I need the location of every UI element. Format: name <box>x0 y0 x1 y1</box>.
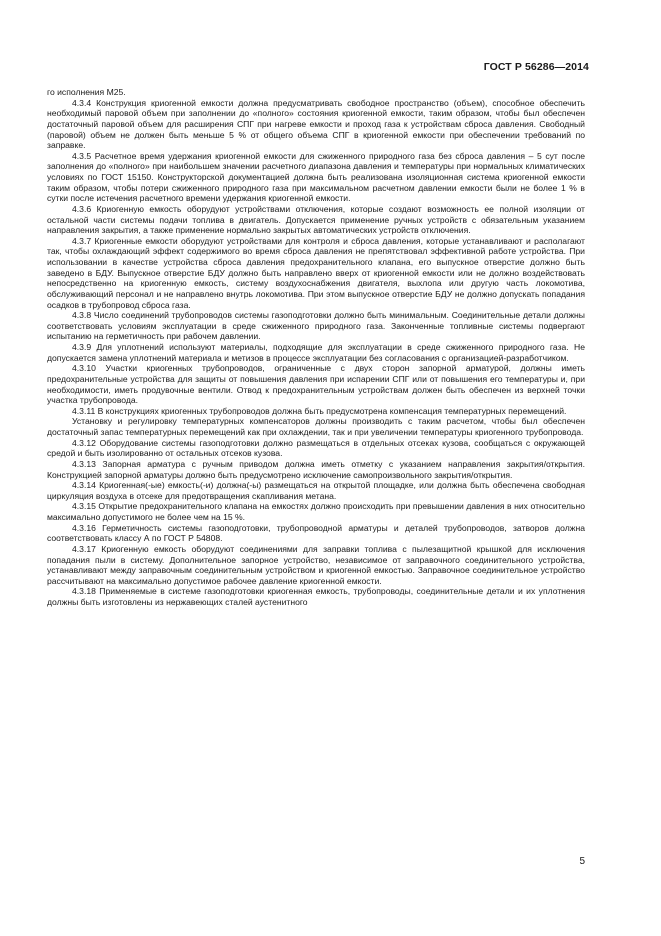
paragraph-4-3-11: 4.3.11 В конструкциях криогенных трубопроводов должна быть предусмотрена компенсация температурных перемещений. <box>72 405 567 416</box>
body-text <box>47 87 585 608</box>
paragraph-4-3-7: 4.3.7 Криогенные емкости оборудуют устройствами для контроля и сброса давления, которые устанавливают и располагают так, чтобы охлаждающий эффект содержимого во время сброса давления не препятствовал эффективной работе устройства. При использовании в качестве устройства сброса давления предохранительного клапана, его выпускное отверстие должно быть заведено в БДУ. Выпускное отверстие БДУ должно быть направлено вверх от криогенной емкости или не должно воздействовать непосредственно на криогенную емкость, систему воздухоснабжения двигателя, выхлопа или другую часть локомотива, обслуживающий персонал и не направлено внутрь локомотива. При этом выпускное отверстие БДУ не должно допускать попадания осадков в трубопровод сброса газа. <box>47 235 585 310</box>
paragraph-continuation: го исполнения М25. <box>47 87 126 97</box>
paragraph-4-3-9: 4.3.9 Для уплотнений используют материалы, подходящие для эксплуатации в среде сжиженного природного газа. Не допускается замена уплотнений материала и метизов в процессе эксплуатации без согласования с организацией-разработчиком. <box>47 342 585 363</box>
page-number: 5 <box>579 856 585 867</box>
paragraph-4-3-6: 4.3.6 Криогенную емкость оборудуют устройствами отключения, которые создают возможность ее полной изоляции от остальной части системы подачи топлива в двигатель. Допускается применение ручных устройств с обязательным указанием направления закрытия, а также применение нормально закрытых автоматических устройств отключения. <box>47 203 585 236</box>
paragraph-4-3-18: 4.3.18 Применяемые в системе газоподготовки криогенная емкость, трубопроводы, соединительные детали и их уплотнения должны быть изготовлены из нержавеющих сталей аустенитного <box>47 586 585 607</box>
paragraph-4-3-17: 4.3.17 Криогенную емкость оборудуют соединениями для заправки топлива с пылезащитной крышкой для исключения попадания пыли в систему. Дополнительное запорное устройство, независимое от заправочного соединительного устройства, устанавливают между заправочным соединительным устройством и криогенной емкостью. Заправочное соединительное устройство рассчитывают на максимально допустимое рабочее давление криогенной емкости. <box>47 543 585 586</box>
paragraph-4-3-15: 4.3.15 Открытие предохранительного клапана на емкостях должно происходить при превышении давления в них относительно максимально допустимого не более чем на 15 %. <box>47 501 585 522</box>
paragraph-4-3-8: 4.3.8 Число соединений трубопроводов системы газоподготовки должно быть минимальным. Соединительные детали должны соответствовать условиям эксплуатации в среде сжиженного природного газа. Законченные топливные системы подвергают испытанию на герметичность при рабочем давлении. <box>47 310 585 342</box>
paragraph-4-3-14: 4.3.14 Криогенная(-ые) емкость(-и) должна(-ы) размещаться на открытой площадке, или должна быть обеспечена свободная циркуляция воздуха в отсеке для предотвращения скапливания метана. <box>47 480 585 501</box>
paragraph-4-3-13: 4.3.13 Запорная арматура с ручным приводом должна иметь отметку с указанием направления закрытия/открытия. Конструкцией запорной арматуры должно быть предусмотрено исключение самопроизвольного закрытия/открытия. <box>47 458 585 480</box>
paragraph-4-3-5: 4.3.5 Расчетное время удержания криогенной емкости для сжиженного природного газа без сброса давления – 5 сут после заполнения до «полного» при наибольшем значении расчетного диапазона давления и температуры при нормальных климатических условиях по ГОСТ 15150. Конструкторской документацией должна быть реализована изоляционная система криогенной емкости таким образом, чтобы потери сжиженного природного газа при максимальном расчетном давлении емкости были не более 1 % в сутки после истечения расчетного времени удержания криогенной емкости. <box>47 150 585 204</box>
paragraph-4-3-12: 4.3.12 Оборудование системы газоподготовки должно размещаться в отдельных отсеках кузова, сообщаться с окружающей средой и быть изолированно от остальных отсеков кузова. <box>47 437 585 459</box>
paragraph-4-3-10: 4.3.10 Участки криогенных трубопроводов, ограниченные с двух сторон запорной арматурой, должны иметь предохранительные устройства для защиты от повышения давления при испарении СПГ или от повышения его температуры и, при необходимости, иметь продувочные вентили. Отвод к предохранительным устройствам должен быть обеспечен из верхней точки участка трубопровода. <box>47 363 585 406</box>
paragraph-4-3-16: 4.3.16 Герметичность системы газоподготовки, трубопроводной арматуры и деталей трубопроводов, затворов должна соответствовать классу А по ГОСТ Р 54808. <box>47 522 585 544</box>
paragraph-4-3-11-cont: Установку и регулировку температурных компенсаторов должны производить с таким расчетом, чтобы был обеспечен достаточный запас температурных перемещений как при охлаждении, так и при увеличении температуры криогенного трубопровода. <box>47 416 585 437</box>
standard-designation: ГОСТ Р 56286—2014 <box>483 61 589 73</box>
paragraph-4-3-4: 4.3.4 Конструкция криогенной емкости должна предусматривать свободное пространство (объем), способное обеспечить необходимый паровой объем при заполнении до «полного» состояния криогенной емкости, таким образом, чтобы был обеспечен достаточный паровой объем для расширения СПГ при нагреве емкости и проход газа к устройствам сброса давления. Свободный (паровой) объем не должен быть меньше 5 % от общего объема СПГ в криогенной емкости при обеспечении требований по заправке. <box>47 97 585 151</box>
